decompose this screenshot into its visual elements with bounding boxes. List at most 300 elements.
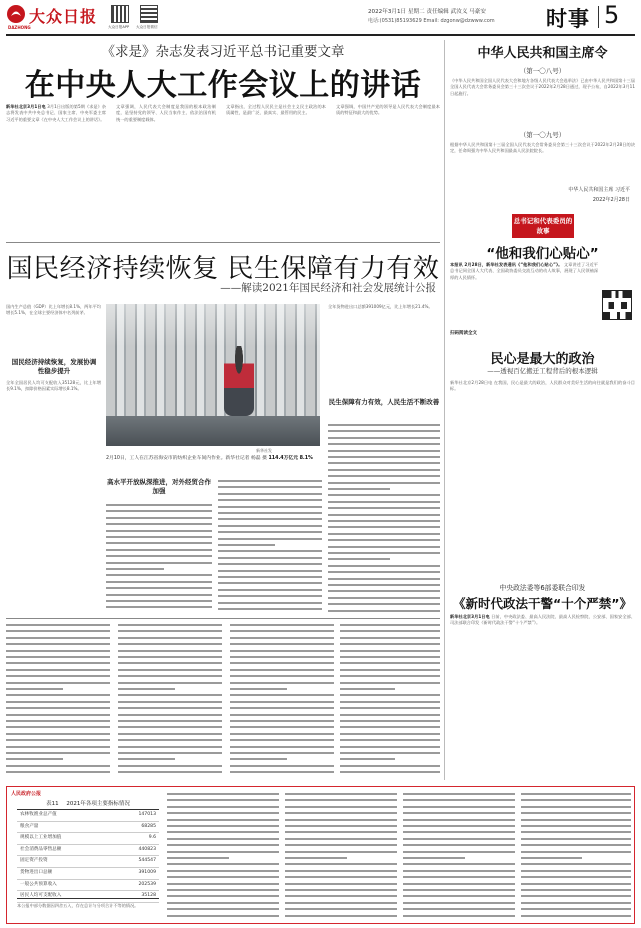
economy-headline[interactable]: 国民经济持续恢复 民生保障有力有效 (6, 254, 440, 284)
lower-col-3 (230, 622, 334, 780)
table-row (17, 891, 159, 903)
text-line (521, 838, 631, 840)
text-line (285, 857, 347, 859)
text-line (521, 806, 631, 808)
text-line (285, 895, 397, 897)
text-line (167, 851, 279, 853)
text-line (285, 876, 397, 878)
story-series-badge (512, 214, 574, 238)
text-line (521, 870, 631, 872)
text-line (340, 662, 440, 664)
text-line (328, 571, 440, 573)
text-line (403, 902, 515, 904)
text-line (118, 650, 222, 652)
text-line (521, 819, 631, 821)
table-title (17, 799, 159, 807)
discipline-headline[interactable]: 《新时代政法干警“十个严禁”》 (453, 596, 632, 611)
text-line (167, 844, 279, 846)
text-line (328, 558, 390, 560)
text-line (218, 602, 322, 604)
text-line (167, 915, 279, 917)
text-line (328, 501, 440, 503)
text-line (403, 831, 515, 833)
text-line (328, 578, 440, 580)
text-line (118, 682, 222, 684)
text-line (230, 752, 334, 754)
text-line (403, 915, 515, 917)
text-line (340, 675, 440, 677)
text-line (6, 656, 110, 658)
qr-caption: 扫码阅读全文 (450, 331, 477, 336)
text-line (521, 831, 631, 833)
text-line (521, 908, 631, 910)
text-line (6, 707, 110, 709)
text-line (118, 643, 222, 645)
mid-body-text: 文章讲述了习近平总书记同全国人大代表、全国政协委员交流互动的动人故事，展现了人民领袖深厚的人民情怀。 (450, 262, 598, 280)
table-cell-label: 货物进出口总额 (20, 869, 53, 875)
text-line (106, 504, 212, 506)
text-line (328, 590, 440, 592)
economy-body-1: 国内生产总值（GDP）比上年增长8.1%，两年平均增长5.1%，在全球主要经济体中名列前茅。 (6, 304, 101, 316)
logo-sub: DAZHONG (8, 25, 31, 30)
table-cell-value: 391009 (138, 869, 156, 875)
lead-body-col-2: 文章强调，人民代表大会制度是我国的根本政治制度，是坚持党的领导、人民当家作主、依法治国有机统一的重要制度载体。 (116, 104, 216, 122)
table-cell-label: 农林牧渔业总产值 (20, 812, 57, 817)
table-row (17, 845, 159, 857)
text-line (6, 694, 110, 696)
text-line (340, 656, 440, 658)
economy-feature (6, 246, 440, 618)
text-line (285, 844, 397, 846)
text-line (6, 643, 110, 645)
text-line (106, 510, 212, 512)
text-line (521, 902, 631, 904)
text-line (328, 546, 440, 548)
text-line (167, 812, 279, 814)
text-line (6, 714, 110, 716)
text-line (167, 806, 279, 808)
table-cell-value: 68285 (141, 823, 156, 829)
commentary-subhead: ——透视百亿搬迁工程背后的根本逻辑 (487, 367, 598, 375)
text-line (521, 825, 631, 827)
text-line (230, 656, 334, 658)
economy-body-mid-2 (218, 478, 322, 616)
text-line (118, 630, 222, 632)
text-line (6, 624, 110, 626)
text-line (118, 720, 222, 722)
text-line (340, 688, 395, 690)
text-line (230, 726, 334, 728)
text-line (6, 682, 110, 684)
text-line (106, 568, 164, 570)
text-line (403, 876, 515, 878)
text-line (118, 675, 222, 677)
text-line (218, 608, 322, 610)
text-line (328, 584, 440, 586)
lead-story (6, 38, 440, 246)
text-line (285, 889, 397, 891)
text-line (218, 589, 322, 591)
table-cell-value: 9.6 (148, 835, 156, 841)
text-line (106, 574, 212, 576)
text-line (403, 857, 465, 859)
order-2-number: （第一〇九号） (519, 131, 566, 139)
statistics-box (6, 786, 635, 924)
text-line (6, 650, 110, 652)
stat-growth: 8.1% (299, 456, 313, 461)
text-line (6, 726, 110, 728)
text-line (218, 506, 322, 508)
mid-body (450, 262, 598, 340)
series-kicker: 总书记和代表委员的故事 (513, 217, 573, 235)
text-line (218, 576, 322, 578)
stats-table (17, 809, 159, 899)
table-cell-label: 粮食产量 (20, 823, 39, 829)
text-line (118, 662, 222, 664)
text-line (118, 752, 222, 754)
table-row (17, 880, 159, 892)
text-line (403, 870, 515, 872)
text-line (106, 542, 212, 544)
text-line (340, 758, 395, 760)
text-line (285, 851, 397, 853)
text-line (340, 720, 440, 722)
text-line (106, 594, 212, 596)
text-line (106, 555, 212, 557)
text-line (218, 499, 322, 501)
text-line (340, 630, 440, 632)
economy-subhead: ——解读2021年国民经济和社会发展统计公报 (220, 282, 436, 294)
text-line (328, 469, 440, 471)
text-line (6, 752, 110, 754)
text-line (521, 799, 631, 801)
table-cell-label: 固定资产投资 (20, 858, 48, 864)
text-line (285, 831, 397, 833)
table-cell-value: 544547 (138, 858, 156, 864)
stat-gdp: 114.4万亿元 (268, 456, 299, 461)
text-line (328, 456, 440, 458)
box-col-1 (167, 791, 279, 921)
text-line (167, 876, 279, 878)
economy-top-rule (6, 242, 440, 243)
economy-body-right-2 (328, 422, 440, 616)
text-line (218, 570, 322, 572)
text-line (285, 908, 397, 910)
box-col-2 (285, 791, 397, 921)
logo-emblem-icon (6, 4, 26, 24)
text-line (328, 533, 440, 535)
table-cell-value: 202539 (138, 881, 156, 887)
text-line (118, 746, 222, 748)
text-line (521, 844, 631, 846)
newspaper-logo[interactable] (6, 4, 110, 30)
text-line (285, 915, 397, 917)
text-line (218, 480, 322, 482)
text-line (230, 643, 334, 645)
text-line (118, 771, 222, 773)
text-line (167, 863, 279, 865)
text-line (6, 739, 110, 741)
text-line (167, 799, 279, 801)
order-2-text: 根据中华人民共和国第十三届全国人民代表大会常务委员会第三十三次会议于2022年2月28日的决定，任命周强为中华人民共和国最高人民法院院长。 (450, 142, 635, 154)
text-line (340, 694, 440, 696)
lower-rule (6, 618, 440, 619)
text-line (340, 682, 440, 684)
text-line (230, 733, 334, 735)
text-line (403, 838, 515, 840)
discipline-kicker: 中央政法委等6部委联合印发 (499, 584, 586, 592)
text-line (328, 526, 440, 528)
stats-table-rows (17, 810, 159, 903)
text-line (218, 595, 322, 597)
text-line (230, 771, 334, 773)
text-line (118, 707, 222, 709)
text-line (403, 908, 515, 910)
order-date: 2022年2月28日 (592, 197, 630, 203)
lead-body-col-4: 文章强调，中国共产党的领导是人民代表大会制度最本质的特征和最大的优势。 (336, 104, 440, 116)
table-cell-label: 居民人均可支配收入 (20, 893, 62, 899)
text-line (218, 531, 322, 533)
app-qr-code[interactable] (111, 5, 129, 23)
text-line (6, 733, 110, 735)
text-line (340, 624, 440, 626)
text-line (328, 507, 440, 509)
text-line (230, 701, 334, 703)
order-title[interactable]: 中华人民共和国主席令 (477, 46, 608, 61)
text-line (218, 493, 322, 495)
text-line (340, 637, 440, 639)
text-line (340, 726, 440, 728)
text-line (285, 819, 397, 821)
text-line (106, 517, 212, 519)
text-line (6, 701, 110, 703)
text-line (6, 662, 110, 664)
text-line (230, 630, 334, 632)
mid-headline[interactable]: “他和我们心贴心” (486, 246, 599, 262)
text-line (340, 714, 440, 716)
text-line (285, 902, 397, 904)
text-line (106, 606, 212, 608)
mid-story (450, 214, 635, 342)
box-col-3 (403, 791, 515, 921)
masthead (0, 0, 641, 34)
text-line (328, 514, 440, 516)
text-line (230, 707, 334, 709)
text-line (328, 597, 440, 599)
text-line (328, 603, 440, 605)
photo-worker-figure (224, 346, 254, 416)
text-line (106, 536, 212, 538)
order-1-number: （第一〇八号） (519, 67, 566, 75)
text-line (230, 662, 334, 664)
text-line (6, 765, 110, 767)
text-line (106, 581, 212, 583)
text-line (340, 733, 440, 735)
table-cell-label: 规模以上工业增加值 (20, 835, 62, 841)
text-line (230, 765, 334, 767)
text-line (521, 857, 582, 859)
text-line (328, 424, 440, 426)
lead-dateline: 新华社北京3月1日电 (6, 104, 46, 109)
text-line (6, 746, 110, 748)
text-line (230, 758, 287, 760)
contact-line: 电话:(0531)85193629 Email: dzgonw@dzwww.com (368, 18, 495, 24)
text-line (328, 437, 440, 439)
discipline-dateline: 新华社北京3月1日电 (450, 614, 490, 619)
box-col-4 (521, 791, 631, 921)
lower-col-4 (340, 622, 440, 780)
text-line (167, 883, 279, 885)
wechat-qr-code[interactable] (140, 5, 158, 23)
text-line (403, 844, 515, 846)
text-line (340, 707, 440, 709)
text-line (521, 812, 631, 814)
date-line: 2022年3月1日 星期二 责任编辑 武汝义 马豪安 (368, 9, 486, 15)
table-title-text: 2021年各项主要指标情况 (66, 801, 130, 807)
text-line (218, 538, 322, 540)
qr-code[interactable] (602, 290, 632, 320)
lead-headline[interactable]: 在中央人大工作会议上的讲话 (24, 68, 422, 103)
text-line (521, 895, 631, 897)
lead-body-1: 3月1日出版的第5期《求是》杂志将发表中共中央总书记、国家主席、中央军委主席习近平的重要文章《在中央人大工作会议上的讲话》。 (6, 104, 106, 122)
text-line (328, 450, 440, 452)
text-line (521, 851, 631, 853)
text-line (118, 694, 222, 696)
lead-body-col-3: 文章指出，全过程人民民主是社会主义民主政治的本质属性，是最广泛、最真实、最管用的民主。 (226, 104, 326, 116)
table-row (17, 856, 159, 868)
text-line (218, 563, 322, 565)
photo-caption-text: 2月10日，工人在江苏省海安市的纺织企业车间内作业。新华社记者 杨磊 摄 (106, 456, 267, 461)
text-line (328, 565, 440, 567)
text-line (403, 819, 515, 821)
economy-subhead-1: 国民经济持续恢复，发展协调性稳步提升 (11, 358, 97, 375)
text-line (403, 793, 515, 795)
table-number: 表11 (46, 801, 59, 807)
text-line (167, 831, 279, 833)
text-line (285, 838, 397, 840)
text-line (340, 765, 440, 767)
box-label: 人民政府公报 (11, 791, 42, 797)
text-line (106, 530, 212, 532)
text-line (403, 851, 515, 853)
text-line (285, 883, 397, 885)
economy-subhead-3: 民生保障有力有效，人民生活不断改善 (328, 398, 440, 406)
logo-text: 大众日报 (29, 7, 98, 26)
text-line (285, 825, 397, 827)
text-line (285, 812, 397, 814)
order-signer: 中华人民共和国主席 习近平 (568, 187, 630, 193)
text-line (167, 889, 279, 891)
factory-photo[interactable] (106, 304, 320, 446)
page-number: 5 (604, 1, 620, 29)
text-line (328, 488, 390, 490)
table-row (17, 810, 159, 822)
text-line (230, 694, 334, 696)
text-line (328, 610, 440, 612)
text-line (285, 806, 397, 808)
table-row (17, 822, 159, 834)
text-line (403, 895, 515, 897)
box-footnote: 本公报中部分数据因四舍五入，存在总计与分项合计不等的情况。 (17, 903, 139, 908)
text-line (6, 758, 63, 760)
text-line (521, 883, 631, 885)
text-line (118, 637, 222, 639)
table-cell-value: 35128 (141, 893, 156, 899)
table-cell-value: 147013 (138, 812, 156, 817)
text-line (521, 863, 631, 865)
economy-body-2: 全年全国居民人均可支配收入35128元，比上年增长9.1%，扣除价格因素实际增长8.1%。 (6, 380, 101, 392)
order-1-text: 《中华人民共和国全国人民代表大会和地方各级人民代表大会选举法》已由中华人民共和国第十三届全国人民代表大会常务委员会第三十三次会议于2022年2月28日通过，现予公布，自2022年3月11日起施行。 (450, 78, 635, 96)
text-line (6, 637, 110, 639)
presidential-order (450, 38, 635, 213)
text-line (230, 669, 334, 671)
text-line (167, 825, 279, 827)
lead-body-col-1 (6, 104, 106, 246)
column-rule-right (444, 40, 445, 780)
text-line (403, 825, 515, 827)
text-line (167, 908, 279, 910)
text-line (328, 482, 440, 484)
text-line (230, 675, 334, 677)
text-line (218, 512, 322, 514)
text-line (118, 669, 222, 671)
text-line (521, 876, 631, 878)
text-line (167, 819, 279, 821)
table-cell-label: 一般公共预算收入 (20, 881, 57, 887)
photo-caption (106, 456, 320, 463)
text-line (328, 539, 440, 541)
commentary-headline[interactable]: 民心是最大的政治 (490, 352, 595, 367)
text-line (6, 630, 110, 632)
text-line (340, 701, 440, 703)
text-line (218, 544, 275, 546)
text-line (230, 688, 287, 690)
text-line (218, 557, 322, 559)
text-line (118, 714, 222, 716)
text-line (403, 799, 515, 801)
text-line (340, 650, 440, 652)
text-line (218, 486, 322, 488)
text-line (106, 600, 212, 602)
text-line (403, 806, 515, 808)
text-line (285, 870, 397, 872)
commentary (450, 344, 635, 578)
text-line (118, 688, 175, 690)
economy-body-mid-1 (106, 502, 212, 616)
text-line (106, 562, 212, 564)
section-title: 时事 (546, 7, 590, 31)
text-line (167, 902, 279, 904)
text-line (106, 549, 212, 551)
economy-body-right: 全年货物进出口总额391009亿元，比上年增长21.4%。 (328, 304, 433, 309)
text-line (118, 624, 222, 626)
lead-kicker: 《求是》杂志发表习近平总书记重要文章 (101, 44, 345, 60)
text-line (106, 523, 212, 525)
text-line (521, 889, 631, 891)
table-cell-value: 440823 (138, 846, 156, 852)
text-line (118, 739, 222, 741)
text-line (328, 494, 440, 496)
text-line (521, 915, 631, 917)
text-line (230, 637, 334, 639)
text-line (230, 739, 334, 741)
discipline-body-text: 日前，中央政法委、最高人民法院、最高人民检察院、公安部、国家安全部、司法部联合印发《新时代政法干警“十个严禁”》。 (450, 614, 635, 626)
text-line (218, 518, 322, 520)
text-line (285, 793, 397, 795)
text-line (118, 701, 222, 703)
text-line (118, 758, 175, 760)
text-line (403, 883, 515, 885)
